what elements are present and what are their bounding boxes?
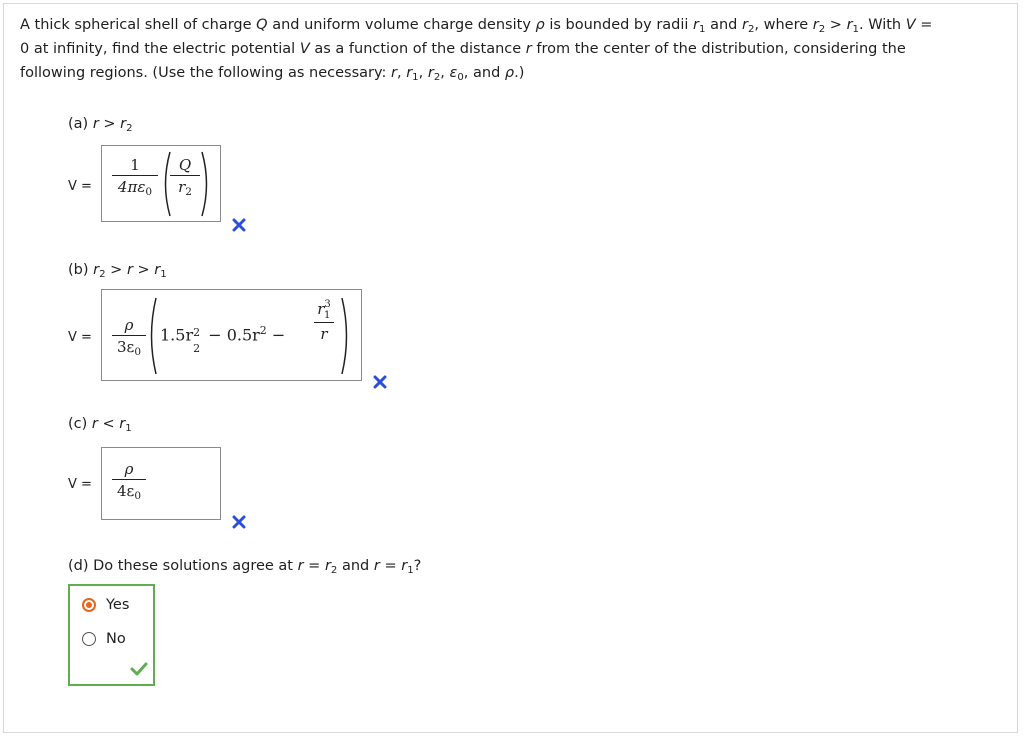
correct-check-icon <box>130 662 148 676</box>
incorrect-x-icon <box>373 375 387 389</box>
part-c-label: (c) $r < r_1$ <box>68 416 132 434</box>
part-b-label: (b) $r_2 > r > r_1$ <box>68 262 167 280</box>
part-a-label: (a) $r > r_2$ <box>68 116 133 134</box>
part-d-choice-group <box>68 584 155 686</box>
part-d-label: (d) Do these solutions agree at $r = r_2$ and $r = r_1$? <box>68 558 422 576</box>
radio-no[interactable] <box>82 632 96 646</box>
part-a-fraction2: Q $r_2$ <box>170 156 200 196</box>
part-a-v-label: V = <box>68 179 92 194</box>
option-yes-label: Yes <box>106 597 130 613</box>
part-b-prefactor: ρ $3\varepsilon_0$ <box>112 316 146 356</box>
part-b-expression: 1.5r 2 2 − $0.5r^2$ − <box>160 324 286 356</box>
part-b-fraction: $r^3$ 1 r <box>314 300 334 343</box>
question-text: A thick spherical shell of charge Q and uniform volume charge density ρ is bounded by radii $r_1$ and $r_2$, where $r_2 > r_1$. With V = 0 at infinity, find the electric potential V as a function of the distance r from the center of the distribution, considering the following regions. (Use the following as necessary: r, $r_1$, $r_2$, $\varepsilon_0$, and ρ.) <box>20 17 933 83</box>
part-a-answer-field[interactable] <box>101 145 221 222</box>
right-paren-icon <box>340 296 352 376</box>
option-no[interactable] <box>82 631 126 647</box>
incorrect-x-icon <box>232 515 246 529</box>
part-a-fraction1: 1 $4\pi\varepsilon_0$ <box>112 156 158 196</box>
part-b-v-label: V = <box>68 330 92 345</box>
part-c-answer-field[interactable] <box>101 447 221 520</box>
part-c-fraction: ρ $4\varepsilon_0$ <box>112 460 146 500</box>
left-paren-icon <box>146 296 158 376</box>
part-c-v-label: V = <box>68 477 92 492</box>
right-paren-icon <box>200 150 212 218</box>
part-b-answer-field[interactable] <box>101 289 362 381</box>
incorrect-x-icon <box>232 218 246 232</box>
option-no-label: No <box>106 631 126 647</box>
radio-yes[interactable] <box>82 598 96 612</box>
option-yes[interactable] <box>82 597 129 613</box>
